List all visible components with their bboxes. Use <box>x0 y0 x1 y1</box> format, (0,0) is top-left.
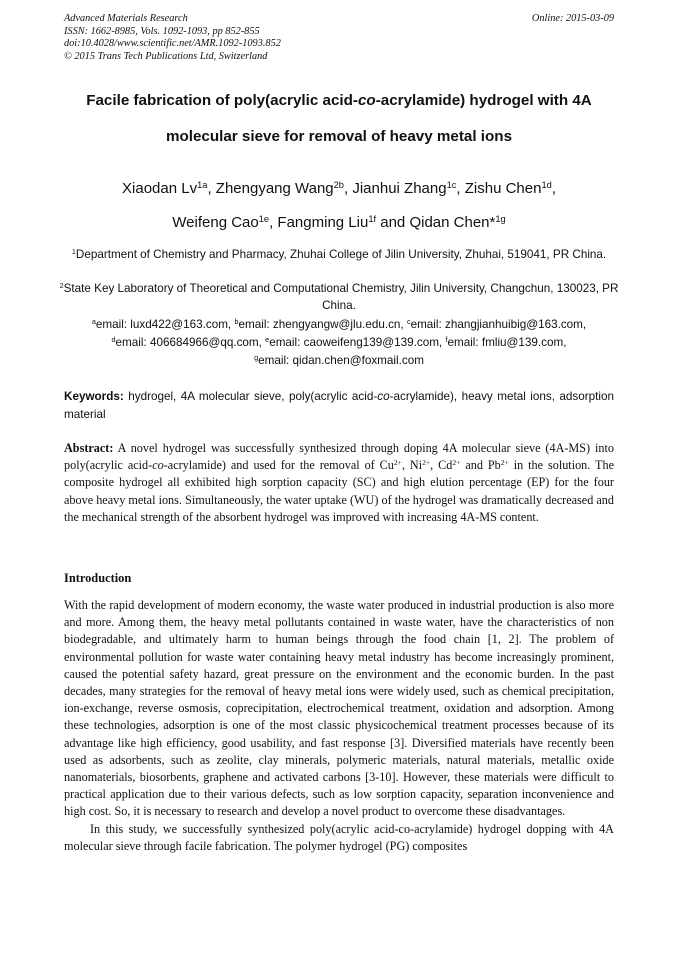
introduction-body <box>64 597 614 855</box>
author-name: Jianhui Zhang <box>352 180 447 197</box>
journal-name: Advanced Materials Research <box>64 13 188 24</box>
affiliation-1: $^1$Department of Chemistry and Pharmacy, Zhuhai College of Jilin University, Zhuhai, 519041, PR China. <box>71 247 607 261</box>
author-name: Xiaodan Lv <box>122 180 198 197</box>
online-date: Online: 2015-03-09 <box>531 13 614 24</box>
keywords-label: Keywords: <box>64 390 124 403</box>
journal-header <box>64 13 281 63</box>
author-emails <box>52 316 626 369</box>
paper-title-line-1: Facile fabrication of poly(acrylic acid-co-acrylamide) hydrogel with 4A <box>86 92 592 109</box>
author-line-1: Xiaodan $Lv^{1a}$, Zhengyang Wang$^{2b}$, Jianhui Zhang$^{1c}$, Zishu Chen$^{1d}$, <box>122 179 556 197</box>
doi-line: doi:10.4028/www.scientific.net/AMR.1092-1093.852 <box>64 38 281 50</box>
author-line-2: Weifeng Cao$^{1e}$, Fangming Liu$^{1f}$ and Qidan Chen*$^{1g}$ <box>172 213 506 231</box>
paper-title-line-2: molecular sieve for removal of heavy metal ions <box>165 128 513 145</box>
issn-line: ISSN: 1662-8985, Vols. 1092-1093, pp 852-855 <box>64 25 260 37</box>
paragraph: With the rapid development of modern economy, the waste water produced in industrial production is also more and more. Among them, the heavy metal pollutants contained in waste water, have the characteristics of non biodegradable, and ultimately harm to human beings through the food chain [1, 2]. The problem of environmental pollution for waste water containing heavy metal industry has become increasingly prominent, caused the potential safety hazard, great pressure on the environment and the economic burden. In the past decades, many strategies for the removal of heavy metal ions were widely used, such as chemical precipitation, ion-exchange, reverse osmosis, coprecipitation, electrochemical treatment, oxidation and adsorption. Among these technologies, adsorption is one of the most classic physicochemical treatment processes because of its advantage like high efficiency, good usability, and fast response [3]. Diversified materials have recently been used as adsorbents, such as zeolite, clay minerals, polymeric materials, natural materials, metallic oxide nanomaterials, biosorbents, graphene and activated carbons [3-10]. However, these materials were difficult to practical application due to their various defects, such as low sorption capacity, separation inconvenience and high cost. So, it is necessary to research and develop a novel product to overcome these disadvantages. <box>64 598 614 819</box>
section-heading-introduction: Introduction <box>64 571 132 585</box>
copyright-line: © 2015 Trans Tech Publications Ltd, Switzerland <box>64 50 268 62</box>
affiliation-2: $^2$State Key Laboratory of Theoretical and Computational Chemistry, Jilin University, Changchun, 130023, PR China. <box>59 281 619 313</box>
author-name: Zishu Chen <box>464 180 542 197</box>
email-line-2: $^d$email: 406684966@qq.com, $^e$email: caoweifeng139@139.com, $^f$email: fmliu@139.com, <box>111 334 567 349</box>
email-line-1: $^a$email: luxd422@163.com, $^b$email: zhengyangw@jlu.edu.cn, $^c$email: zhangjianhuibig@163.com, <box>91 317 587 331</box>
abstract: Abstract: A novel hydrogel was successfully synthesized through doping 4A molecular sieve (4A-MS) into poly(acrylic acid-co-acrylamide) and used for the removal of $Cu^{2+}$, $Ni^{2+}$, $Cd^{2+}$ and $Pb^{2+}$ in the solution. The composite hydrogel all exhibited high sorption capacity (SC) and high elution percentage (EP) for the four above heavy metal ions. Simultaneously, the water uptake (WU) of the hydrogel was dramatically decreased and the mechanical strength of the absorbent hydrogel was improved with increasing 4A-MS content. <box>64 441 614 524</box>
paragraph: In this study, we successfully synthesized poly(acrylic acid-co-acrylamide) hydrogel dopping with 4A molecular sieve through facile fabrication. The polymer hydrogel (PG) composites <box>64 821 614 853</box>
abstract-label: Abstract: <box>64 441 114 455</box>
author-name: Fangming Liu <box>277 214 369 231</box>
author-name: Zhengyang Wang <box>215 180 334 197</box>
author-name: Qidan Chen* <box>409 214 496 231</box>
email-line-3: $^g$email: qidan.chen@foxmail.com <box>254 352 424 367</box>
keywords: Keywords: hydrogel, 4A molecular sieve, poly(acrylic acid-co-acrylamide), heavy metal ions, adsorption material <box>64 390 614 421</box>
author-name: Weifeng Cao <box>172 214 259 231</box>
